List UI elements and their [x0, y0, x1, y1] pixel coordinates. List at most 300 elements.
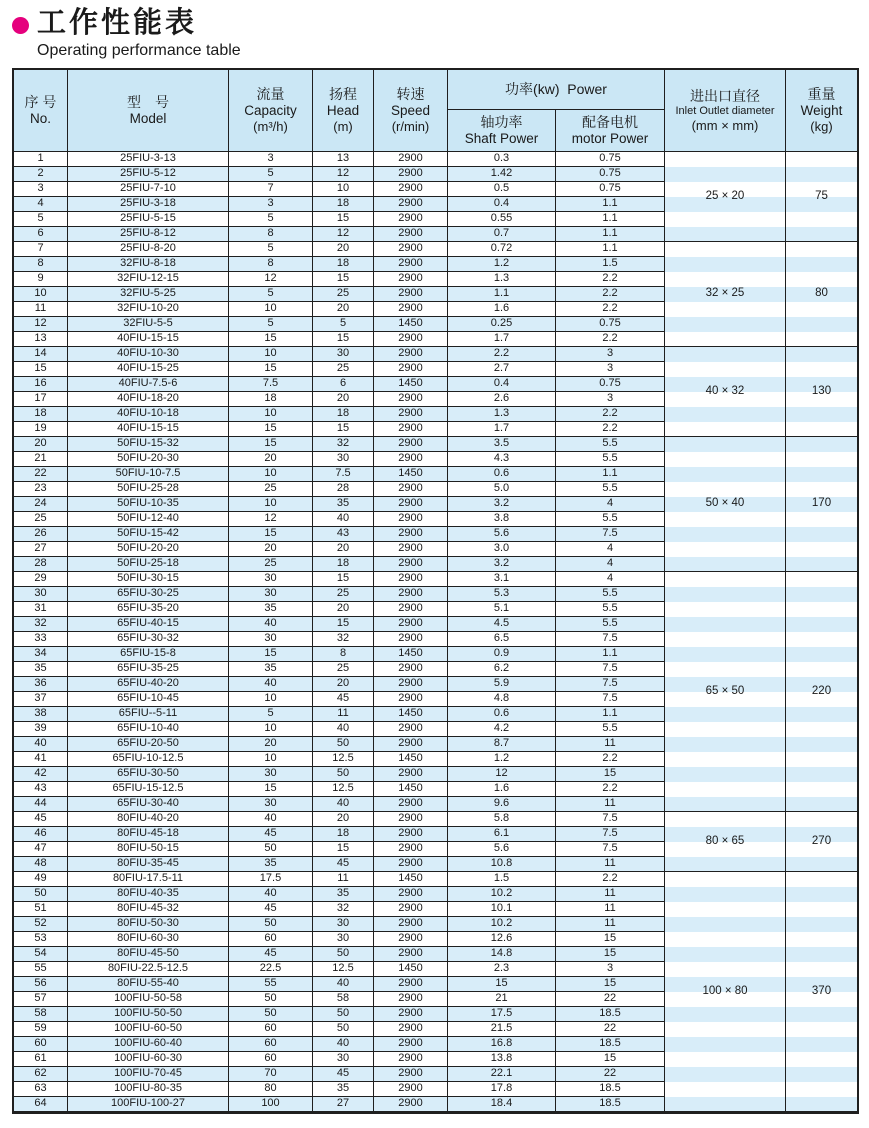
cell-capacity: 20 [229, 542, 313, 557]
cell-no: 63 [14, 1082, 68, 1097]
cell-no: 14 [14, 347, 68, 362]
cell-no: 21 [14, 452, 68, 467]
cell-model: 100FIU-60-40 [68, 1037, 229, 1052]
cell-model: 80FIU-35-45 [68, 857, 229, 872]
cell-capacity: 10 [229, 722, 313, 737]
cell-speed: 2900 [374, 617, 448, 632]
cell-shaft-power: 3.5 [448, 437, 556, 452]
cell-motor-power: 15 [556, 767, 665, 782]
cell-weight: 220 [786, 572, 857, 812]
cell-model: 100FIU-50-58 [68, 992, 229, 1007]
cell-head: 30 [313, 1052, 374, 1067]
cell-capacity: 10 [229, 497, 313, 512]
cell-head: 13 [313, 152, 374, 167]
cell-no: 35 [14, 662, 68, 677]
cell-motor-power: 7.5 [556, 677, 665, 692]
cell-speed: 2900 [374, 827, 448, 842]
cell-model: 80FIU-17.5-11 [68, 872, 229, 887]
cell-motor-power: 11 [556, 857, 665, 872]
cell-model: 80FIU-45-18 [68, 827, 229, 842]
cell-model: 80FIU-50-15 [68, 842, 229, 857]
cell-model: 32FIU-10-20 [68, 302, 229, 317]
cell-motor-power: 2.2 [556, 422, 665, 437]
cell-head: 20 [313, 242, 374, 257]
cell-speed: 2900 [374, 812, 448, 827]
cell-capacity: 5 [229, 317, 313, 332]
cell-speed: 2900 [374, 347, 448, 362]
cell-capacity: 40 [229, 677, 313, 692]
cell-diameter: 100 × 80 [665, 872, 786, 1112]
page-title-block [12, 8, 857, 61]
cell-motor-power: 1.1 [556, 197, 665, 212]
cell-shaft-power: 3.1 [448, 572, 556, 587]
cell-head: 12.5 [313, 752, 374, 767]
cell-shaft-power: 4.5 [448, 617, 556, 632]
cell-no: 34 [14, 647, 68, 662]
cell-head: 50 [313, 947, 374, 962]
cell-no: 17 [14, 392, 68, 407]
cell-model: 40FIU-10-18 [68, 407, 229, 422]
cell-motor-power: 2.2 [556, 332, 665, 347]
cell-speed: 2900 [374, 932, 448, 947]
cell-head: 15 [313, 572, 374, 587]
cell-no: 38 [14, 707, 68, 722]
cell-speed: 2900 [374, 332, 448, 347]
cell-shaft-power: 16.8 [448, 1037, 556, 1052]
cell-motor-power: 5.5 [556, 617, 665, 632]
cell-capacity: 10 [229, 302, 313, 317]
cell-no: 62 [14, 1067, 68, 1082]
cell-no: 13 [14, 332, 68, 347]
cell-motor-power: 5.5 [556, 602, 665, 617]
cell-capacity: 3 [229, 197, 313, 212]
col-header-head: 扬程 Head (m) [313, 70, 374, 152]
cell-model: 65FIU-10-40 [68, 722, 229, 737]
cell-shaft-power: 10.2 [448, 887, 556, 902]
cell-shaft-power: 4.2 [448, 722, 556, 737]
cell-head: 18 [313, 197, 374, 212]
cell-speed: 2900 [374, 977, 448, 992]
cell-head: 18 [313, 557, 374, 572]
cell-speed: 1450 [374, 647, 448, 662]
cell-motor-power: 4 [556, 557, 665, 572]
cell-diameter: 80 × 65 [665, 812, 786, 872]
cell-motor-power: 3 [556, 962, 665, 977]
cell-no: 18 [14, 407, 68, 422]
cell-head: 5 [313, 317, 374, 332]
cell-shaft-power: 1.3 [448, 407, 556, 422]
cell-capacity: 10 [229, 347, 313, 362]
cell-no: 54 [14, 947, 68, 962]
cell-speed: 2900 [374, 362, 448, 377]
cell-shaft-power: 2.3 [448, 962, 556, 977]
cell-motor-power: 18.5 [556, 1037, 665, 1052]
cell-motor-power: 2.2 [556, 752, 665, 767]
cell-capacity: 17.5 [229, 872, 313, 887]
cell-speed: 2900 [374, 527, 448, 542]
cell-speed: 2900 [374, 152, 448, 167]
cell-model: 80FIU-45-32 [68, 902, 229, 917]
cell-capacity: 60 [229, 1037, 313, 1052]
table-row [14, 872, 857, 887]
cell-shaft-power: 2.7 [448, 362, 556, 377]
cell-shaft-power: 21 [448, 992, 556, 1007]
cell-motor-power: 18.5 [556, 1097, 665, 1112]
cell-speed: 2900 [374, 677, 448, 692]
cell-no: 30 [14, 587, 68, 602]
cell-motor-power: 1.1 [556, 227, 665, 242]
cell-capacity: 60 [229, 932, 313, 947]
cell-head: 50 [313, 1007, 374, 1022]
cell-capacity: 5 [229, 707, 313, 722]
cell-capacity: 30 [229, 587, 313, 602]
cell-no: 52 [14, 917, 68, 932]
cell-head: 11 [313, 872, 374, 887]
cell-speed: 2900 [374, 992, 448, 1007]
cell-motor-power: 11 [556, 902, 665, 917]
cell-head: 32 [313, 902, 374, 917]
cell-model: 50FIU-10-7.5 [68, 467, 229, 482]
cell-model: 40FIU-15-25 [68, 362, 229, 377]
cell-shaft-power: 3.2 [448, 497, 556, 512]
cell-capacity: 12 [229, 272, 313, 287]
cell-motor-power: 2.2 [556, 407, 665, 422]
cell-model: 32FIU-12-15 [68, 272, 229, 287]
cell-head: 35 [313, 887, 374, 902]
cell-no: 33 [14, 632, 68, 647]
cell-no: 59 [14, 1022, 68, 1037]
cell-head: 15 [313, 617, 374, 632]
cell-motor-power: 0.75 [556, 182, 665, 197]
cell-shaft-power: 0.72 [448, 242, 556, 257]
cell-shaft-power: 0.55 [448, 212, 556, 227]
cell-motor-power: 4 [556, 542, 665, 557]
cell-head: 25 [313, 362, 374, 377]
cell-capacity: 5 [229, 242, 313, 257]
cell-head: 25 [313, 287, 374, 302]
cell-shaft-power: 3.8 [448, 512, 556, 527]
cell-shaft-power: 4.8 [448, 692, 556, 707]
cell-motor-power: 7.5 [556, 692, 665, 707]
cell-motor-power: 5.5 [556, 482, 665, 497]
cell-motor-power: 0.75 [556, 377, 665, 392]
cell-capacity: 12 [229, 512, 313, 527]
cell-head: 12.5 [313, 782, 374, 797]
cell-capacity: 7 [229, 182, 313, 197]
cell-head: 15 [313, 842, 374, 857]
cell-no: 15 [14, 362, 68, 377]
cell-shaft-power: 0.4 [448, 377, 556, 392]
cell-motor-power: 11 [556, 797, 665, 812]
cell-shaft-power: 5.1 [448, 602, 556, 617]
col-header-weight: 重量 Weight (kg) [786, 70, 857, 152]
cell-speed: 2900 [374, 197, 448, 212]
cell-head: 45 [313, 692, 374, 707]
cell-model: 100FIU-100-27 [68, 1097, 229, 1112]
cell-speed: 2900 [374, 1097, 448, 1112]
cell-head: 58 [313, 992, 374, 1007]
bullet-icon [12, 17, 29, 34]
cell-no: 51 [14, 902, 68, 917]
table-row [14, 572, 857, 587]
cell-speed: 1450 [374, 872, 448, 887]
cell-speed: 2900 [374, 722, 448, 737]
cell-speed: 2900 [374, 422, 448, 437]
cell-shaft-power: 0.6 [448, 707, 556, 722]
cell-capacity: 30 [229, 797, 313, 812]
cell-motor-power: 1.1 [556, 242, 665, 257]
cell-speed: 2900 [374, 662, 448, 677]
cell-shaft-power: 0.9 [448, 647, 556, 662]
cell-model: 32FIU-5-5 [68, 317, 229, 332]
cell-no: 20 [14, 437, 68, 452]
cell-speed: 2900 [374, 482, 448, 497]
cell-shaft-power: 1.42 [448, 167, 556, 182]
cell-motor-power: 4 [556, 497, 665, 512]
cell-motor-power: 5.5 [556, 512, 665, 527]
cell-motor-power: 7.5 [556, 812, 665, 827]
cell-head: 50 [313, 1022, 374, 1037]
cell-speed: 2900 [374, 212, 448, 227]
cell-capacity: 15 [229, 647, 313, 662]
cell-head: 12 [313, 167, 374, 182]
cell-motor-power: 1.1 [556, 647, 665, 662]
cell-motor-power: 1.1 [556, 467, 665, 482]
page-subtitle: Operating performance table [37, 41, 241, 59]
cell-no: 64 [14, 1097, 68, 1112]
cell-speed: 2900 [374, 587, 448, 602]
cell-head: 20 [313, 602, 374, 617]
cell-head: 20 [313, 677, 374, 692]
cell-weight: 80 [786, 242, 857, 347]
cell-speed: 2900 [374, 1082, 448, 1097]
cell-motor-power: 15 [556, 947, 665, 962]
cell-capacity: 7.5 [229, 377, 313, 392]
cell-shaft-power: 15 [448, 977, 556, 992]
cell-shaft-power: 1.7 [448, 422, 556, 437]
cell-no: 11 [14, 302, 68, 317]
cell-speed: 2900 [374, 407, 448, 422]
cell-shaft-power: 12.6 [448, 932, 556, 947]
cell-no: 23 [14, 482, 68, 497]
cell-model: 100FIU-60-30 [68, 1052, 229, 1067]
cell-capacity: 3 [229, 152, 313, 167]
cell-capacity: 8 [229, 257, 313, 272]
cell-no: 48 [14, 857, 68, 872]
cell-motor-power: 2.2 [556, 272, 665, 287]
cell-speed: 2900 [374, 287, 448, 302]
cell-no: 12 [14, 317, 68, 332]
cell-motor-power: 7.5 [556, 527, 665, 542]
cell-shaft-power: 21.5 [448, 1022, 556, 1037]
cell-shaft-power: 10.1 [448, 902, 556, 917]
cell-speed: 1450 [374, 707, 448, 722]
cell-model: 80FIU-45-50 [68, 947, 229, 962]
cell-head: 40 [313, 722, 374, 737]
cell-no: 43 [14, 782, 68, 797]
cell-shaft-power: 17.8 [448, 1082, 556, 1097]
cell-speed: 2900 [374, 797, 448, 812]
cell-speed: 2900 [374, 902, 448, 917]
cell-shaft-power: 1.2 [448, 752, 556, 767]
cell-weight: 130 [786, 347, 857, 437]
cell-diameter: 32 × 25 [665, 242, 786, 347]
cell-speed: 2900 [374, 737, 448, 752]
cell-motor-power: 3 [556, 347, 665, 362]
cell-no: 42 [14, 767, 68, 782]
cell-motor-power: 7.5 [556, 827, 665, 842]
cell-capacity: 5 [229, 167, 313, 182]
cell-shaft-power: 0.4 [448, 197, 556, 212]
cell-no: 45 [14, 812, 68, 827]
cell-capacity: 30 [229, 572, 313, 587]
cell-capacity: 50 [229, 917, 313, 932]
cell-no: 41 [14, 752, 68, 767]
col-header-capacity: 流量 Capacity (m³/h) [229, 70, 313, 152]
cell-capacity: 45 [229, 947, 313, 962]
cell-shaft-power: 1.6 [448, 782, 556, 797]
cell-shaft-power: 1.2 [448, 257, 556, 272]
cell-capacity: 15 [229, 437, 313, 452]
cell-speed: 2900 [374, 1007, 448, 1022]
cell-shaft-power: 4.3 [448, 452, 556, 467]
cell-model: 80FIU-55-40 [68, 977, 229, 992]
cell-capacity: 50 [229, 992, 313, 1007]
cell-no: 58 [14, 1007, 68, 1022]
cell-capacity: 70 [229, 1067, 313, 1082]
cell-shaft-power: 5.0 [448, 482, 556, 497]
cell-no: 4 [14, 197, 68, 212]
cell-speed: 2900 [374, 602, 448, 617]
cell-no: 37 [14, 692, 68, 707]
cell-head: 20 [313, 302, 374, 317]
cell-no: 5 [14, 212, 68, 227]
cell-speed: 2900 [374, 1067, 448, 1082]
cell-weight: 75 [786, 152, 857, 242]
cell-model: 65FIU-40-15 [68, 617, 229, 632]
cell-speed: 2900 [374, 917, 448, 932]
cell-no: 44 [14, 797, 68, 812]
cell-no: 9 [14, 272, 68, 287]
cell-speed: 2900 [374, 242, 448, 257]
cell-motor-power: 0.75 [556, 152, 665, 167]
cell-head: 40 [313, 1037, 374, 1052]
cell-no: 6 [14, 227, 68, 242]
cell-model: 50FIU-25-28 [68, 482, 229, 497]
cell-motor-power: 5.5 [556, 437, 665, 452]
cell-no: 40 [14, 737, 68, 752]
cell-capacity: 10 [229, 752, 313, 767]
cell-shaft-power: 12 [448, 767, 556, 782]
cell-model: 100FIU-50-50 [68, 1007, 229, 1022]
cell-shaft-power: 1.1 [448, 287, 556, 302]
cell-model: 65FIU-10-45 [68, 692, 229, 707]
cell-shaft-power: 2.6 [448, 392, 556, 407]
cell-no: 49 [14, 872, 68, 887]
cell-speed: 2900 [374, 302, 448, 317]
cell-capacity: 40 [229, 887, 313, 902]
cell-head: 15 [313, 272, 374, 287]
cell-motor-power: 1.5 [556, 257, 665, 272]
cell-no: 57 [14, 992, 68, 1007]
cell-head: 12 [313, 227, 374, 242]
cell-speed: 1450 [374, 377, 448, 392]
cell-head: 8 [313, 647, 374, 662]
cell-speed: 2900 [374, 1037, 448, 1052]
cell-motor-power: 18.5 [556, 1082, 665, 1097]
cell-speed: 2900 [374, 392, 448, 407]
cell-shaft-power: 1.3 [448, 272, 556, 287]
table-row [14, 812, 857, 827]
cell-model: 80FIU-50-30 [68, 917, 229, 932]
cell-speed: 2900 [374, 227, 448, 242]
cell-motor-power: 22 [556, 1022, 665, 1037]
cell-diameter: 25 × 20 [665, 152, 786, 242]
cell-motor-power: 11 [556, 917, 665, 932]
cell-speed: 2900 [374, 1052, 448, 1067]
cell-shaft-power: 8.7 [448, 737, 556, 752]
cell-capacity: 5 [229, 287, 313, 302]
cell-no: 32 [14, 617, 68, 632]
cell-head: 32 [313, 437, 374, 452]
cell-head: 7.5 [313, 467, 374, 482]
col-header-model: 型 号 Model [68, 70, 229, 152]
cell-no: 61 [14, 1052, 68, 1067]
cell-model: 50FIU-12-40 [68, 512, 229, 527]
cell-shaft-power: 22.1 [448, 1067, 556, 1082]
cell-capacity: 10 [229, 467, 313, 482]
cell-head: 50 [313, 767, 374, 782]
cell-model: 50FIU-25-18 [68, 557, 229, 572]
cell-model: 80FIU-22.5-12.5 [68, 962, 229, 977]
cell-capacity: 30 [229, 632, 313, 647]
cell-no: 31 [14, 602, 68, 617]
cell-speed: 2900 [374, 842, 448, 857]
cell-head: 20 [313, 392, 374, 407]
cell-speed: 2900 [374, 557, 448, 572]
cell-head: 35 [313, 1082, 374, 1097]
cell-head: 40 [313, 512, 374, 527]
cell-model: 65FIU-15-8 [68, 647, 229, 662]
cell-model: 32FIU-5-25 [68, 287, 229, 302]
cell-capacity: 40 [229, 617, 313, 632]
cell-motor-power: 2.2 [556, 302, 665, 317]
cell-model: 50FIU-10-35 [68, 497, 229, 512]
cell-model: 65FIU-30-40 [68, 797, 229, 812]
table-row [14, 347, 857, 362]
cell-motor-power: 15 [556, 1052, 665, 1067]
cell-shaft-power: 5.8 [448, 812, 556, 827]
cell-no: 39 [14, 722, 68, 737]
cell-capacity: 15 [229, 422, 313, 437]
cell-speed: 2900 [374, 887, 448, 902]
cell-model: 25FIU-3-18 [68, 197, 229, 212]
cell-model: 25FIU-5-12 [68, 167, 229, 182]
cell-no: 53 [14, 932, 68, 947]
cell-motor-power: 3 [556, 362, 665, 377]
cell-motor-power: 5.5 [556, 722, 665, 737]
cell-weight: 270 [786, 812, 857, 872]
cell-no: 7 [14, 242, 68, 257]
cell-model: 25FIU-3-13 [68, 152, 229, 167]
cell-motor-power: 22 [556, 1067, 665, 1082]
table-body [14, 152, 857, 1112]
cell-no: 50 [14, 887, 68, 902]
cell-model: 40FIU-15-15 [68, 422, 229, 437]
cell-capacity: 35 [229, 857, 313, 872]
cell-head: 12.5 [313, 962, 374, 977]
cell-no: 26 [14, 527, 68, 542]
